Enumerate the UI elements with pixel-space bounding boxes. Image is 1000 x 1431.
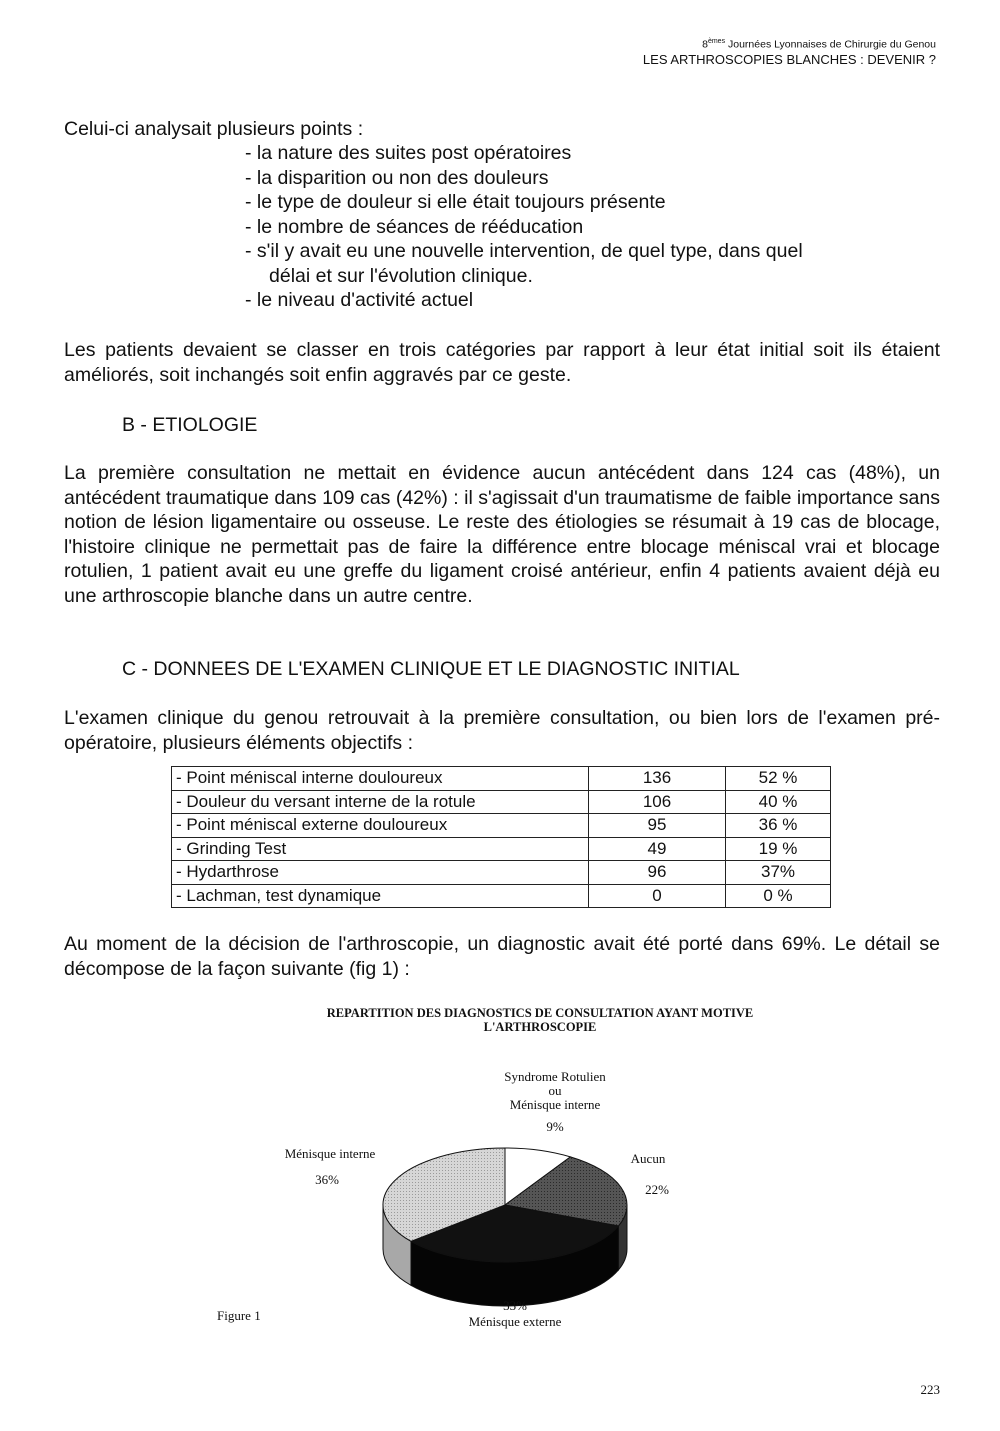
list-item: - le type de douleur si elle était toujours présente [245, 191, 666, 213]
list-item: délai et sur l'évolution clinique. [269, 264, 533, 287]
list-item: - le niveau d'activité actuel [245, 289, 474, 311]
pie-label-menisque-externe: 33% Ménisque externe [468, 1298, 562, 1329]
paragraph-examen: L'examen clinique du genou retrouvait à la première consultation, ou bien lors de l'examen pré-opératoire, plusieurs éléments objectifs : [64, 707, 940, 754]
pie-label-syndrome-rotulien: Syndrome Rotulien ou Ménisque interne 9% [504, 1069, 606, 1134]
pie-value-aucun: 22% [645, 1182, 669, 1197]
table-row: - Point méniscal interne douloureux 136 52 % [172, 767, 831, 791]
pie-value-menisque-interne: 36% [315, 1172, 339, 1187]
running-header-conference: 8èmes Journées Lyonnaises de Chirurgie du Genou [702, 38, 936, 51]
table-row: - Douleur du versant interne de la rotule 106 40 % [172, 790, 831, 814]
table-row: - Point méniscal externe douloureux 95 36 % [172, 814, 831, 838]
pie-label-menisque-interne: Ménisque interne [284, 1146, 376, 1161]
clinical-findings-table [171, 766, 831, 908]
section-heading-c: C - DONNEES DE L'EXAMEN CLINIQUE ET LE DIAGNOSTIC INITIAL [122, 658, 740, 680]
list-item: - la disparition ou non des douleurs [245, 166, 549, 189]
figure-caption: Figure 1 [217, 1308, 261, 1323]
table-row: - Grinding Test 49 19 % [172, 837, 831, 861]
table-row: - Hydarthrose 96 37% [172, 861, 831, 885]
page-number: 223 [920, 1382, 940, 1397]
chart-title: REPARTITION DES DIAGNOSTICS DE CONSULTATION AYANT MOTIVE L'ARTHROSCOPIE [326, 1006, 754, 1034]
paragraph-diagnostic: Au moment de la décision de l'arthroscopie, un diagnostic avait été porté dans 69%. Le détail se décompose de la façon suivante (fig 1) : [64, 933, 940, 980]
list-item: - la nature des suites post opératoires [245, 142, 572, 164]
table-row: - Lachman, test dynamique 0 0 % [172, 884, 831, 908]
paragraph-etiologie: La première consultation ne mettait en évidence aucun antécédent dans 124 cas (48%), un antécédent traumatique dans 109 cas (42%) : il s'agissait d'un traumatisme de faible importance sans notion de lésion ligamentaire ou osseuse. Le reste des étiologies se résumait à 19 cas de blocage, l'histoire clinique ne permettait pas de faire la différence entre blocage méniscal vrai et blocage rotulien, 1 patient avait eu une greffe du ligament croisé antérieur, enfin 4 patients avaient déjà eu une arthroscopie blanche dans un autre centre. [64, 462, 940, 607]
running-header-title: LES ARTHROSCOPIES BLANCHES : DEVENIR ? [642, 52, 936, 67]
list-item: - le nombre de séances de rééducation [245, 215, 584, 238]
pie-label-aucun: Aucun [630, 1151, 666, 1166]
points-list [245, 141, 925, 313]
list-item: - s'il y avait eu une nouvelle intervention, de quel type, dans quel [245, 240, 803, 262]
pie-chart [370, 1140, 660, 1320]
paragraph-categories: Les patients devaient se classer en trois catégories par rapport à leur état initial soit ils étaient améliorés, soit inchangés soit enfin aggravés par ce geste. [64, 339, 940, 386]
intro-text: Celui-ci analysait plusieurs points : [64, 118, 364, 140]
section-heading-b: B - ETIOLOGIE [122, 414, 258, 436]
